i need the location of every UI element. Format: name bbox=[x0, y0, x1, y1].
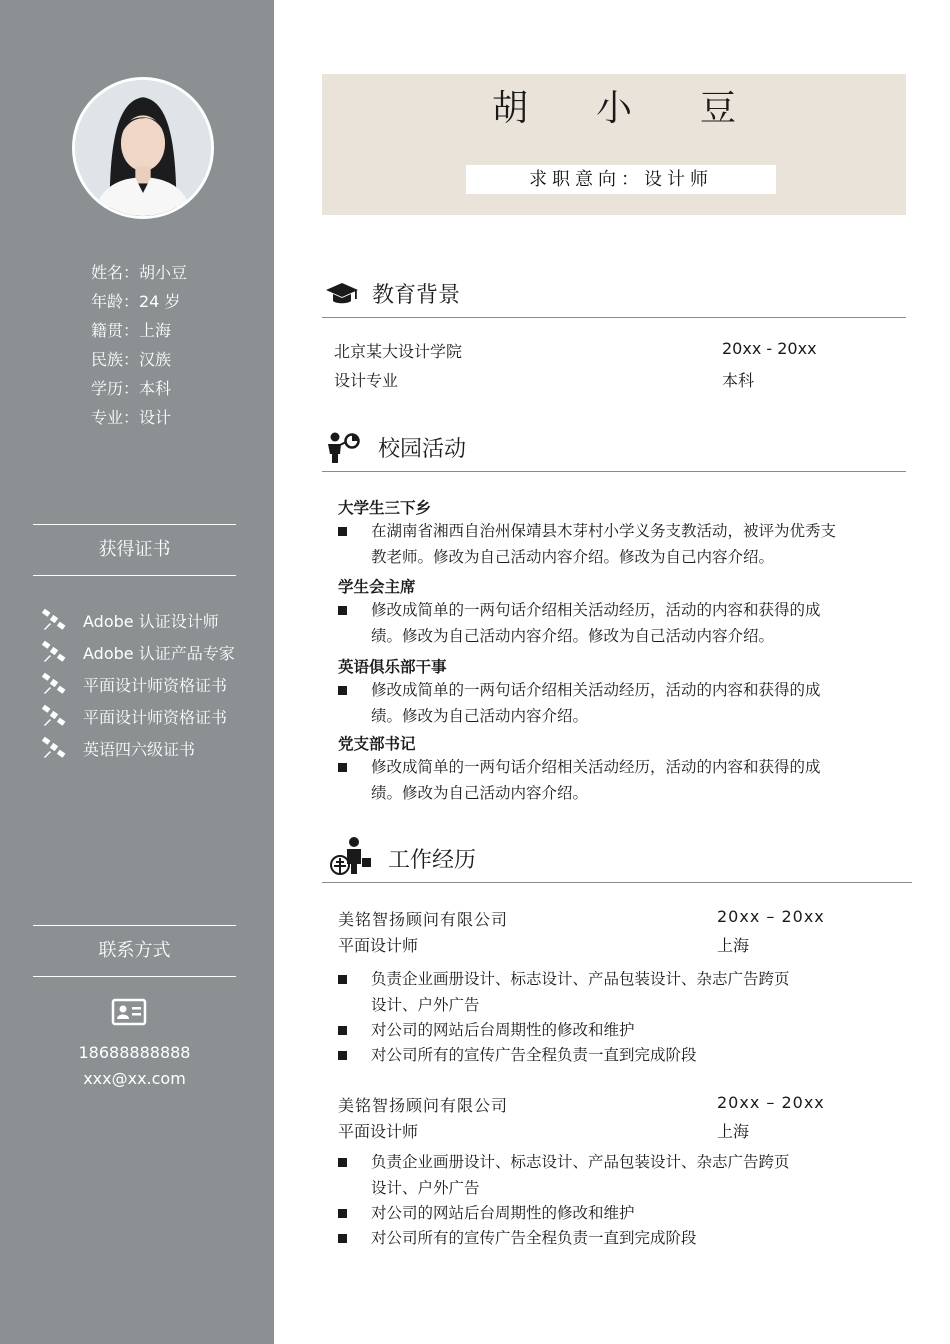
business-people-icon bbox=[330, 836, 374, 876]
job-location: 上海 bbox=[717, 1122, 750, 1141]
bullet-square bbox=[338, 606, 347, 615]
education-major: 设计专业 bbox=[334, 371, 399, 390]
bullet-square bbox=[338, 975, 347, 984]
name-header bbox=[322, 74, 906, 215]
bullet-square bbox=[338, 1158, 347, 1167]
job-intent: 求职意向：设计师 bbox=[466, 165, 776, 194]
avatar-placeholder bbox=[75, 80, 211, 216]
certificate-item bbox=[42, 636, 235, 668]
bullet-square bbox=[338, 1209, 347, 1218]
certificate-item bbox=[42, 668, 235, 700]
activity-desc: 修改成简单的一两句话介绍相关活动经历，活动的内容和获得的成绩。修改为自己活动内容介绍。 bbox=[338, 755, 851, 806]
activity-role: 大学生三下乡 bbox=[338, 499, 432, 517]
job-duty: 对公司的网站后台周期性的修改和维护 bbox=[338, 1201, 851, 1227]
education-section-header bbox=[322, 272, 906, 318]
personal-info-list bbox=[91, 258, 187, 432]
certificate-label: Adobe 认证产品专家 bbox=[83, 643, 235, 663]
job-company: 美铭智扬顾问有限公司 bbox=[338, 1096, 509, 1115]
job-duty: 对公司的网站后台周期性的修改和维护 bbox=[338, 1018, 851, 1044]
certificate-item bbox=[42, 604, 235, 636]
graduation-cap-icon bbox=[324, 276, 360, 310]
avatar bbox=[72, 77, 214, 219]
candidate-name bbox=[322, 80, 906, 131]
sidebar bbox=[0, 0, 274, 1344]
bullet-square bbox=[338, 763, 347, 772]
info-hometown: 籍贯：上海 bbox=[91, 321, 172, 340]
job-duty: 对公司所有的宣传广告全程负责一直到完成阶段 bbox=[338, 1043, 851, 1069]
certificate-label: 平面设计师资格证书 bbox=[83, 707, 228, 727]
certificate-item bbox=[42, 700, 235, 732]
info-ethnicity: 民族：汉族 bbox=[91, 350, 172, 369]
job-company: 美铭智扬顾问有限公司 bbox=[338, 910, 509, 929]
bullet-square bbox=[338, 686, 347, 695]
activity-role: 党支部书记 bbox=[338, 735, 416, 753]
job-position: 平面设计师 bbox=[338, 1122, 419, 1141]
certificate-item bbox=[42, 732, 235, 764]
certificates-list bbox=[42, 604, 235, 764]
activities-title: 校园活动 bbox=[378, 437, 467, 462]
bullet-square bbox=[338, 1234, 347, 1243]
contact-card-icon bbox=[111, 998, 147, 1026]
job-duty: 负责企业画册设计、标志设计、产品包装设计、杂志广告跨页设计、户外广告 bbox=[338, 1150, 791, 1201]
job-period: 20xx – 20xx bbox=[717, 1093, 825, 1112]
job-location: 上海 bbox=[717, 936, 750, 955]
activity-desc: 在湖南省湘西自治州保靖县木芽村小学义务支教活动，被评为优秀支教老师。修改为自己活动内容介绍。修改为自己内容介绍。 bbox=[338, 519, 851, 570]
presenter-icon bbox=[324, 430, 360, 464]
certificate-label: Adobe 认证设计师 bbox=[83, 611, 219, 631]
certificates-title: 获得证书 bbox=[33, 524, 236, 576]
name-char: 豆 bbox=[700, 88, 737, 129]
certificate-label: 平面设计师资格证书 bbox=[83, 675, 228, 695]
education-title: 教育背景 bbox=[372, 283, 461, 308]
info-age: 年龄：24 岁 bbox=[91, 292, 181, 311]
name-char: 胡 bbox=[491, 88, 528, 129]
satellite-icon bbox=[42, 737, 66, 759]
job-duty: 负责企业画册设计、标志设计、产品包装设计、杂志广告跨页设计、户外广告 bbox=[338, 967, 791, 1018]
info-name: 姓名：胡小豆 bbox=[91, 263, 188, 282]
satellite-icon bbox=[42, 673, 66, 695]
activities-section-header bbox=[322, 426, 906, 472]
work-section-header bbox=[322, 837, 912, 883]
email-address[interactable]: xxx@xx.com bbox=[83, 1069, 186, 1088]
bullet-square bbox=[338, 1051, 347, 1060]
job-period: 20xx – 20xx bbox=[717, 907, 825, 926]
job-position: 平面设计师 bbox=[338, 936, 419, 955]
info-major: 专业：设计 bbox=[91, 408, 172, 427]
activity-role: 英语俱乐部干事 bbox=[338, 658, 447, 676]
work-title: 工作经历 bbox=[388, 848, 477, 873]
name-char: 小 bbox=[595, 88, 632, 129]
satellite-icon bbox=[42, 705, 66, 727]
school-name: 北京某大设计学院 bbox=[334, 342, 463, 361]
activity-desc: 修改成简单的一两句话介绍相关活动经历，活动的内容和获得的成绩。修改为自己活动内容介绍。修改为自己活动内容介绍。 bbox=[338, 598, 851, 649]
phone-number[interactable]: 18688888888 bbox=[78, 1043, 191, 1062]
contact-title: 联系方式 bbox=[33, 925, 236, 977]
bullet-square bbox=[338, 1026, 347, 1035]
job-duty: 对公司所有的宣传广告全程负责一直到完成阶段 bbox=[338, 1226, 851, 1252]
activity-role: 学生会主席 bbox=[338, 578, 416, 596]
certificate-label: 英语四六级证书 bbox=[83, 739, 196, 759]
info-education: 学历：本科 bbox=[91, 379, 172, 398]
education-degree: 本科 bbox=[722, 371, 755, 390]
activity-desc: 修改成简单的一两句话介绍相关活动经历，活动的内容和获得的成绩。修改为自己活动内容介绍。 bbox=[338, 678, 851, 729]
education-period: 20xx - 20xx bbox=[722, 339, 817, 358]
satellite-icon bbox=[42, 609, 66, 631]
satellite-icon bbox=[42, 641, 66, 663]
bullet-square bbox=[338, 527, 347, 536]
